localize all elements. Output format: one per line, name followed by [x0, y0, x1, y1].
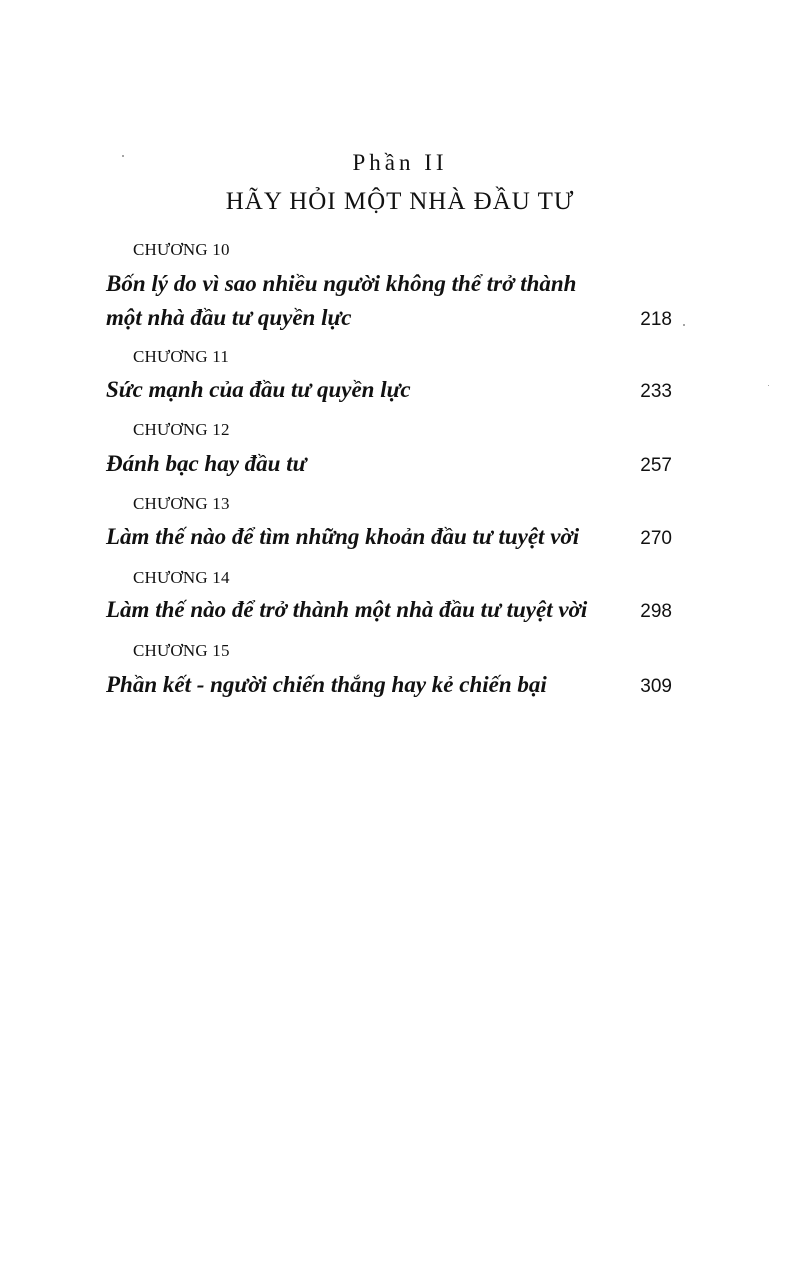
scan-speck: [122, 155, 124, 157]
chapter-label: CHƯƠNG 15: [133, 641, 230, 660]
page-number: 298: [640, 601, 672, 622]
chapter-title: Bốn lý do vì sao nhiều người không thể trở thành: [106, 271, 577, 296]
page-number: 218: [640, 309, 672, 330]
chapter-title-continued: một nhà đầu tư quyền lực: [106, 305, 352, 330]
chapter-title: Làm thế nào để trở thành một nhà đầu tư tuyệt vời: [106, 597, 588, 622]
part-label: Phần II: [352, 150, 448, 175]
chapter-label: CHƯƠNG 12: [133, 420, 230, 439]
chapter-title: Phần kết - người chiến thắng hay kẻ chiến bại: [106, 672, 547, 697]
page-number: 309: [640, 676, 672, 697]
part-title: HÃY HỎI MỘT NHÀ ĐẦU TƯ: [225, 188, 575, 215]
chapter-label: CHƯƠNG 11: [133, 347, 230, 366]
chapter-label: CHƯƠNG 14: [133, 568, 230, 587]
page-number: 233: [640, 381, 672, 402]
chapter-title: Đánh bạc hay đầu tư: [106, 451, 307, 476]
chapter-title: Sức mạnh của đầu tư quyền lực: [106, 377, 411, 402]
page-number: 257: [640, 455, 672, 476]
chapter-title: Làm thế nào để tìm những khoản đầu tư tuyệt vời: [106, 524, 580, 549]
chapter-label: CHƯƠNG 13: [133, 494, 230, 513]
chapter-label: CHƯƠNG 10: [133, 240, 230, 259]
scan-speck: [768, 385, 769, 386]
page-number: 270: [640, 528, 672, 549]
scan-speck: [683, 324, 685, 326]
